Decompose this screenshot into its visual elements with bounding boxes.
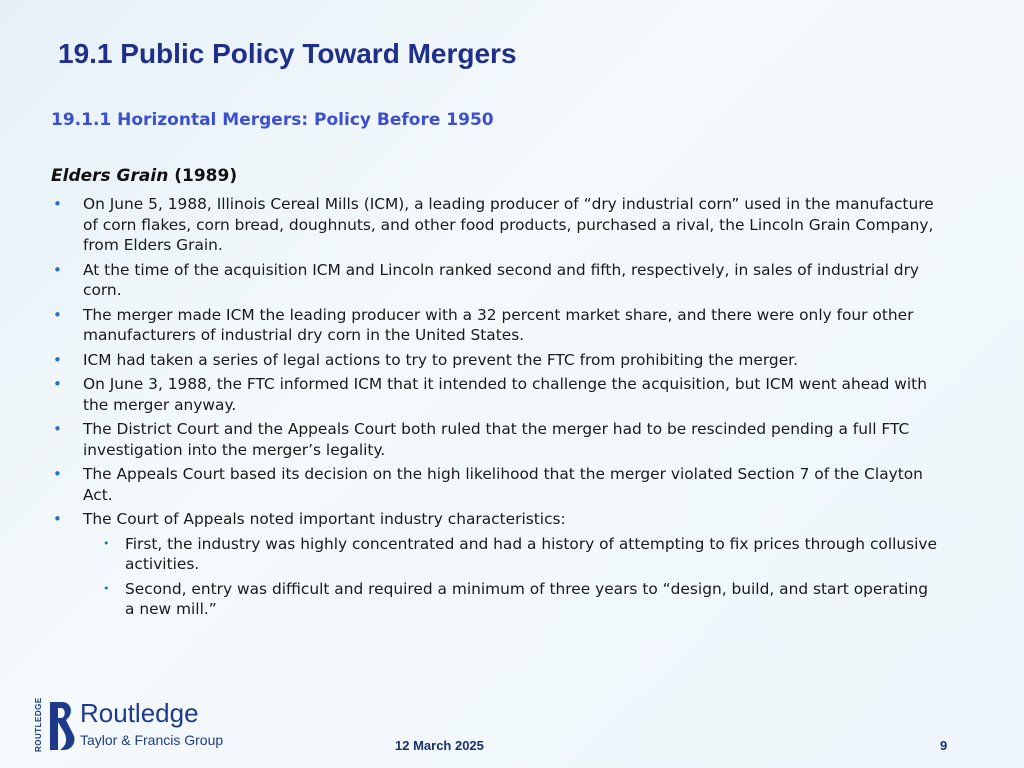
list-item bbox=[51, 509, 941, 620]
section-subtitle: 19.1.1 Horizontal Mergers: Policy Before 1950 bbox=[51, 110, 494, 130]
bullet-icon: • bbox=[53, 510, 62, 528]
bullet-icon: • bbox=[53, 375, 62, 393]
list-item bbox=[51, 260, 941, 301]
list-item bbox=[51, 194, 941, 256]
logo-vertical-text: ROUTLEDGE bbox=[34, 697, 43, 752]
bullet-text: The Appeals Court based its decision on the high likelihood that the merger violated Section 7 of the Clayton Act. bbox=[83, 465, 923, 504]
sub-bullet-text: First, the industry was highly concentrated and had a history of attempting to fix prices through collusive activities. bbox=[125, 534, 937, 573]
bullet-icon: • bbox=[53, 420, 62, 438]
routledge-r-mark-icon bbox=[46, 700, 76, 752]
sub-bullet-list bbox=[83, 534, 941, 620]
case-year: (1989) bbox=[168, 166, 238, 186]
bullet-text: The Court of Appeals noted important industry characteristics: bbox=[83, 510, 566, 528]
sub-bullet-icon: • bbox=[103, 536, 110, 550]
case-heading bbox=[51, 166, 237, 186]
bullet-text: The District Court and the Appeals Court both ruled that the merger had to be rescinded pending a full FTC investigation into the merger’s legality. bbox=[83, 420, 910, 459]
footer-date: 12 March 2025 bbox=[395, 738, 484, 753]
bullet-icon: • bbox=[53, 465, 62, 483]
logo-name: Routledge bbox=[80, 698, 199, 728]
bullet-text: The merger made ICM the leading producer with a 32 percent market share, and there were only four other manufacturers of industrial dry corn in the United States. bbox=[83, 305, 914, 344]
list-item bbox=[51, 464, 941, 505]
slide-title: 19.1 Public Policy Toward Mergers bbox=[58, 38, 517, 69]
list-item bbox=[51, 419, 941, 460]
sub-bullet-icon: • bbox=[103, 581, 110, 595]
sub-list-item bbox=[83, 579, 941, 620]
bullet-icon: • bbox=[53, 305, 62, 324]
bullet-text: On June 3, 1988, the FTC informed ICM that it intended to challenge the acquisition, but ICM went ahead with the merger anyway. bbox=[83, 375, 927, 414]
bullet-text: At the time of the acquisition ICM and Lincoln ranked second and fifth, respectively, in sales of industrial dry corn. bbox=[83, 260, 920, 299]
bullet-icon: • bbox=[53, 260, 62, 279]
logo-subtitle: Taylor & Francis Group bbox=[80, 732, 224, 748]
sub-list-item bbox=[83, 534, 941, 575]
routledge-logo bbox=[34, 698, 224, 754]
bullet-text: On June 5, 1988, Illinois Cereal Mills (ICM), a leading producer of “dry industrial corn” used in the manufacture of corn flakes, corn bread, doughnuts, and other food products, purchased a rival, the Lincoln Grain Company, from Elders Grain. bbox=[83, 195, 934, 254]
page-number: 9 bbox=[940, 738, 948, 753]
bullet-list bbox=[51, 194, 941, 624]
bullet-icon: • bbox=[53, 350, 62, 369]
list-item bbox=[51, 374, 941, 415]
bullet-text: ICM had taken a series of legal actions to try to prevent the FTC from prohibiting the merger. bbox=[83, 350, 798, 369]
sub-bullet-text: Second, entry was difficult and required a minimum of three years to “design, build, and start operating a new mill.” bbox=[125, 579, 928, 618]
bullet-icon: • bbox=[53, 195, 62, 213]
list-item bbox=[51, 305, 941, 346]
list-item bbox=[51, 350, 941, 371]
case-name: Elders Grain bbox=[51, 166, 169, 186]
